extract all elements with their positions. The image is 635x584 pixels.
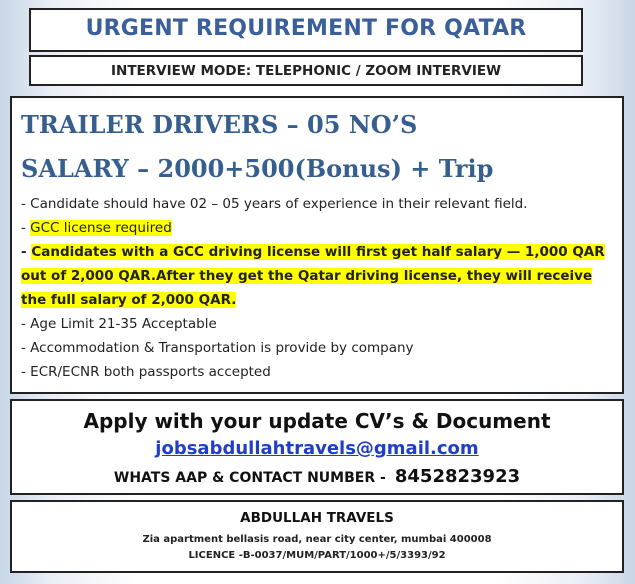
contact-number[interactable]: 8452823923 bbox=[394, 466, 521, 487]
title-banner bbox=[29, 8, 583, 52]
requirements-list bbox=[21, 192, 622, 384]
apply-heading: Apply with your update CV’s & Document bbox=[83, 409, 551, 433]
contact-label: WHATS AAP & CONTACT NUMBER - bbox=[113, 470, 386, 486]
bullet-dash: - bbox=[21, 220, 31, 236]
company-licence: LICENCE -B-0037/MUM/PART/1000+/5/3393/92 bbox=[188, 550, 446, 561]
company-address: Zia apartment bellasis road, near city center, mumbai 400008 bbox=[142, 534, 492, 545]
requirement-age: - Age Limit 21-35 Acceptable bbox=[21, 316, 217, 332]
company-footer bbox=[10, 500, 624, 573]
position-heading: TRAILER DRIVERS – 05 NO’S bbox=[21, 110, 418, 139]
requirement-passports: - ECR/ECNR both passports accepted bbox=[21, 364, 271, 380]
gcc-highlight: GCC license required bbox=[30, 220, 172, 236]
requirement-experience: - Candidate should have 02 – 05 years of experience in their relevant field. bbox=[21, 196, 528, 212]
job-details-panel bbox=[10, 96, 624, 394]
contact-line bbox=[12, 466, 622, 489]
page-title: URGENT REQUIREMENT FOR QATAR bbox=[85, 16, 527, 41]
interview-mode-text: INTERVIEW MODE: TELEPHONIC / ZOOM INTERVIEW bbox=[111, 63, 501, 79]
requirement-accommodation: - Accommodation & Transportation is provide by company bbox=[21, 340, 414, 356]
bullet-dash: - bbox=[21, 244, 32, 260]
half-salary-highlight: Candidates with a GCC driving license will first get half salary — 1,000 QAR out of 2,000 QAR.After they get the Qatar driving license, they will receive the full salary of 2,000 QAR. bbox=[21, 244, 605, 308]
requirement-half-salary bbox=[21, 240, 611, 312]
requirement-gcc bbox=[21, 216, 622, 240]
interview-mode-banner bbox=[29, 55, 583, 86]
company-name: ABDULLAH TRAVELS bbox=[240, 510, 394, 526]
apply-panel bbox=[10, 399, 624, 495]
email-link[interactable]: jobsabdullahtravels@gmail.com bbox=[155, 438, 479, 459]
salary-heading: SALARY – 2000+500(Bonus) + Trip bbox=[21, 154, 494, 183]
